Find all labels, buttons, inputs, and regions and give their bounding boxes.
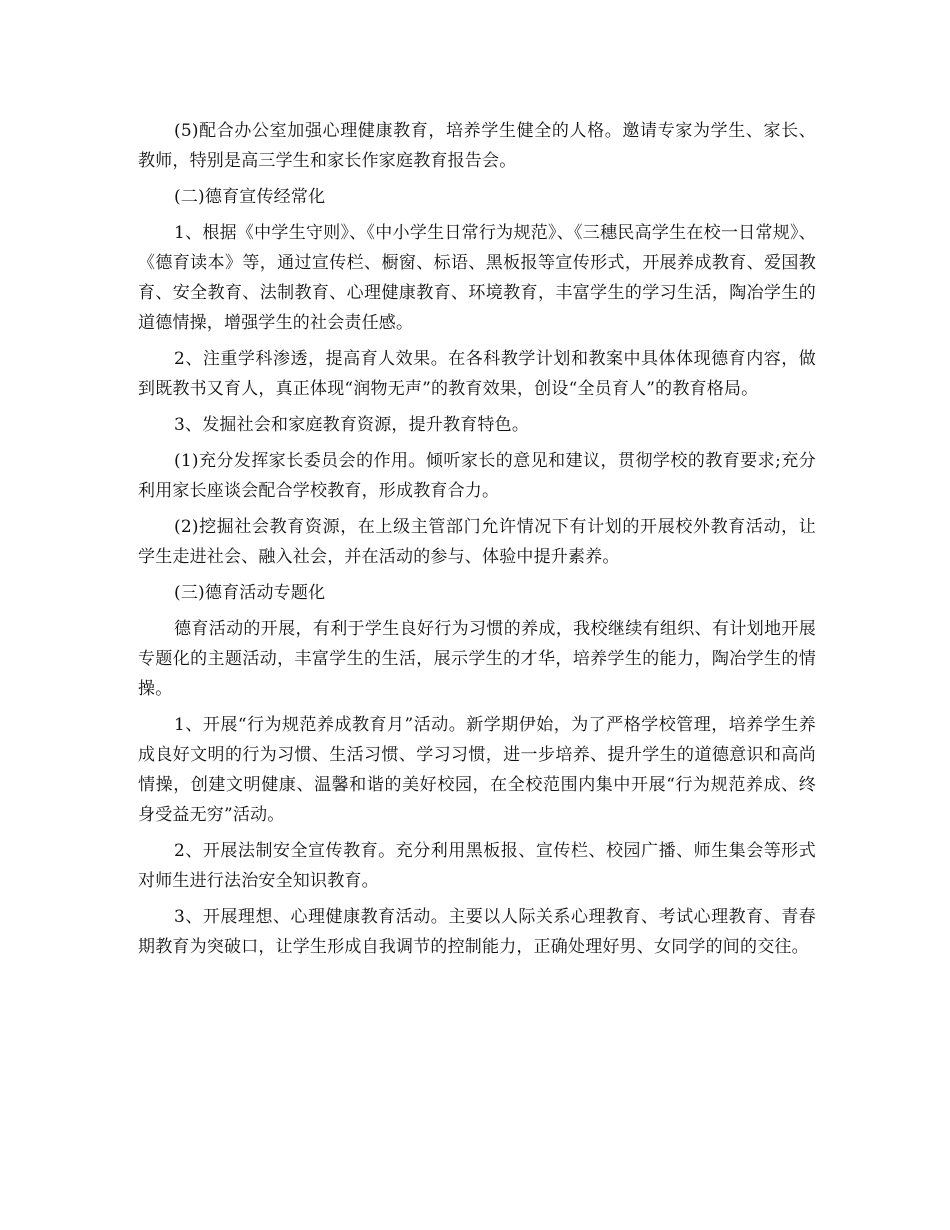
paragraph-11: 2、开展法制安全宣传教育。充分利用黑板报、宣传栏、校园广播、师生集会等形式对师生进行法治安全知识教育。	[138, 841, 816, 891]
paragraph-12: 3、开展理想、心理健康教育活动。主要以人际关系心理教育、考试心理教育、青春期教育为突破口，让学生形成自我调节的控制能力，正确处理好男、女同学的间的交往。	[138, 907, 816, 957]
section-heading-3: (三)德育活动专题化	[174, 583, 326, 603]
paragraph-3: 1、根据《中学生守则》、《中小学生日常行为规范》、《三穗民高学生在校一日常规》、《德育读本》等，通过宣传栏、橱窗、标语、黑板报等宣传形式，开展养成教育、爱国教育、安全教育、法制教育、心理健康教育、环境教育，丰富学生的学习生活，陶冶学生的道德情操，增强学生的社会责任感。	[138, 223, 816, 333]
section-heading-2: (二)德育宣传经常化	[174, 187, 326, 207]
paragraph-7: (2)挖掘社会教育资源，在上级主管部门允许情况下有计划的开展校外教育活动，让学生走进社会、融入社会，并在活动的参与、体验中提升素养。	[138, 517, 816, 567]
paragraph-10: 1、开展“行为规范养成教育月”活动。新学期伊始，为了严格学校管理，培养学生养成良好文明的行为习惯、生活习惯、学习习惯，进一步培养、提升学生的道德意识和高尚情操，创建文明健康、温馨和谐的美好校园，在全校范围内集中开展“行为规范养成、终身受益无穷”活动。	[138, 715, 816, 825]
paragraph-5: 3、发掘社会和家庭教育资源，提升教育特色。	[174, 415, 530, 435]
paragraph-9: 德育活动的开展，有利于学生良好行为习惯的养成，我校继续有组织、有计划地开展专题化的主题活动，丰富学生的生活，展示学生的才华，培养学生的能力，陶冶学生的情操。	[138, 619, 816, 699]
paragraph-4: 2、注重学科渗透，提高育人效果。在各科教学计划和教案中具体体现德育内容，做到既教书又育人，真正体现“润物无声”的教育效果，创设“全员育人”的教育格局。	[138, 349, 816, 399]
document-body	[138, 116, 816, 968]
paragraph-1: (5)配合办公室加强心理健康教育，培养学生健全的人格。邀请专家为学生、家长、教师，特别是高三学生和家长作家庭教育报告会。	[138, 121, 816, 171]
paragraph-6: (1)充分发挥家长委员会的作用。倾听家长的意见和建议，贯彻学校的教育要求;充分利用家长座谈会配合学校教育，形成教育合力。	[138, 451, 816, 501]
